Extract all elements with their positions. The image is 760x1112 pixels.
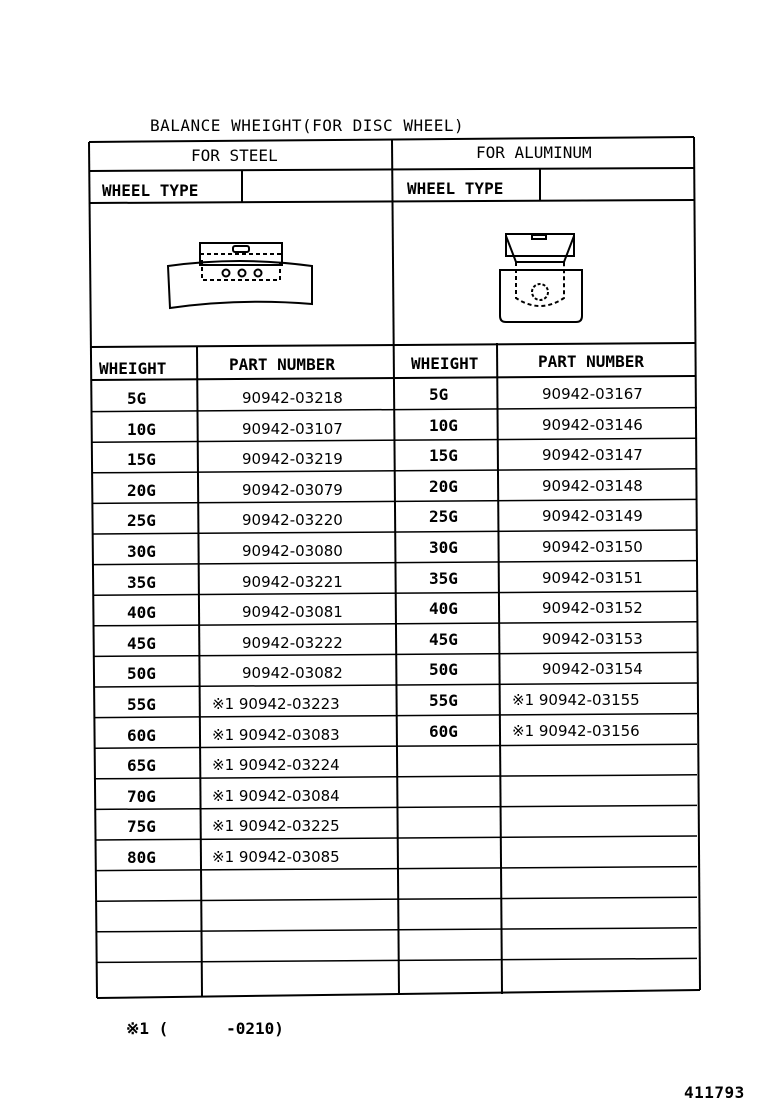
steel-part-number-cell: 90942-03080 (242, 542, 343, 560)
aluminum-header: FOR ALUMINUM (476, 143, 592, 162)
aluminum-part-number-cell: 90942-03154 (542, 660, 643, 679)
steel-weight-cell: 20G (127, 480, 156, 500)
aluminum-weight-cell: 50G (429, 660, 458, 680)
steel-weight-cell: 70G (127, 786, 156, 806)
aluminum-weight-diagram (492, 228, 592, 328)
steel-weight-cell: 60G (127, 725, 156, 745)
steel-part-number-cell: 90942-03220 (242, 511, 343, 530)
steel-part-number-cell: 90942-03219 (242, 450, 343, 469)
steel-weight-cell: 50G (127, 664, 156, 684)
aluminum-col-weight-header: WHEIGHT (411, 354, 479, 373)
steel-weight-cell: 40G (127, 603, 156, 623)
aluminum-part-number-cell: 90942-03151 (542, 568, 643, 587)
aluminum-weight-cell: 5G (429, 385, 449, 404)
steel-weight-cell: 10G (127, 419, 156, 439)
aluminum-part-number-cell: 90942-03147 (542, 446, 643, 465)
aluminum-weight-cell: 45G (429, 629, 458, 649)
aluminum-part-number-cell: 90942-03149 (542, 507, 643, 526)
aluminum-part-number-cell: 90942-03150 (542, 538, 643, 556)
aluminum-weight-cell: 35G (429, 568, 458, 588)
steel-part-number-cell: 90942-03107 (242, 419, 343, 438)
steel-weight-cell: 65G (127, 756, 156, 776)
aluminum-weight-cell: 30G (429, 538, 458, 557)
aluminum-part-number-cell: 90942-03148 (542, 476, 643, 495)
aluminum-part-number-cell: 90942-03167 (542, 385, 643, 403)
steel-part-number-cell: 90942-03222 (242, 633, 343, 652)
steel-part-number-cell: 90942-03081 (242, 603, 343, 622)
footnote: ※1 ( -0210) (126, 1019, 284, 1038)
steel-weight-cell: 5G (127, 389, 147, 408)
steel-wheel-type-label: WHEEL TYPE (102, 181, 199, 200)
aluminum-weight-cell: 60G (429, 721, 458, 741)
steel-part-number-cell: ※1 90942-03224 (212, 756, 340, 775)
aluminum-weight-cell: 55G (429, 691, 458, 710)
steel-part-number-cell: 90942-03218 (242, 389, 343, 407)
steel-part-number-cell: ※1 90942-03225 (212, 817, 340, 836)
steel-weight-cell: 80G (127, 848, 156, 867)
steel-weight-cell: 75G (127, 817, 156, 837)
steel-weight-cell: 35G (127, 572, 156, 592)
steel-part-number-cell: ※1 90942-03083 (212, 725, 340, 744)
aluminum-weight-cell: 10G (429, 415, 458, 435)
aluminum-weight-cell: 15G (429, 446, 458, 466)
steel-part-number-cell: ※1 90942-03084 (212, 786, 340, 805)
page-number: 411793 (684, 1083, 745, 1102)
steel-weight-cell: 45G (127, 633, 156, 653)
steel-header: FOR STEEL (191, 146, 278, 165)
aluminum-col-part-header: PART NUMBER (538, 352, 644, 371)
steel-part-number-cell: ※1 90942-03223 (212, 695, 340, 713)
aluminum-weight-cell: 25G (429, 507, 458, 527)
aluminum-weight-cell: 40G (429, 599, 458, 619)
steel-weight-cell: 30G (127, 542, 156, 561)
steel-weight-cell: 15G (127, 450, 156, 470)
steel-part-number-cell: 90942-03221 (242, 572, 343, 591)
aluminum-part-number-cell: ※1 90942-03156 (512, 721, 640, 740)
steel-weight-diagram (160, 236, 320, 316)
aluminum-part-number-cell: 90942-03153 (542, 629, 643, 648)
page-title: BALANCE WHEIGHT(FOR DISC WHEEL) (150, 116, 465, 135)
aluminum-part-number-cell: 90942-03152 (542, 599, 643, 618)
aluminum-weight-cell: 20G (429, 476, 458, 496)
steel-part-number-cell: ※1 90942-03085 (212, 848, 340, 866)
steel-part-number-cell: 90942-03082 (242, 664, 343, 683)
aluminum-part-number-cell: 90942-03146 (542, 415, 643, 434)
steel-col-weight-header: WHEIGHT (99, 359, 167, 378)
steel-weight-cell: 25G (127, 511, 156, 531)
steel-part-number-cell: 90942-03079 (242, 480, 343, 499)
steel-col-part-header: PART NUMBER (229, 355, 335, 374)
aluminum-part-number-cell: ※1 90942-03155 (512, 691, 640, 709)
aluminum-wheel-type-label: WHEEL TYPE (407, 179, 504, 198)
steel-weight-cell: 55G (127, 695, 156, 714)
